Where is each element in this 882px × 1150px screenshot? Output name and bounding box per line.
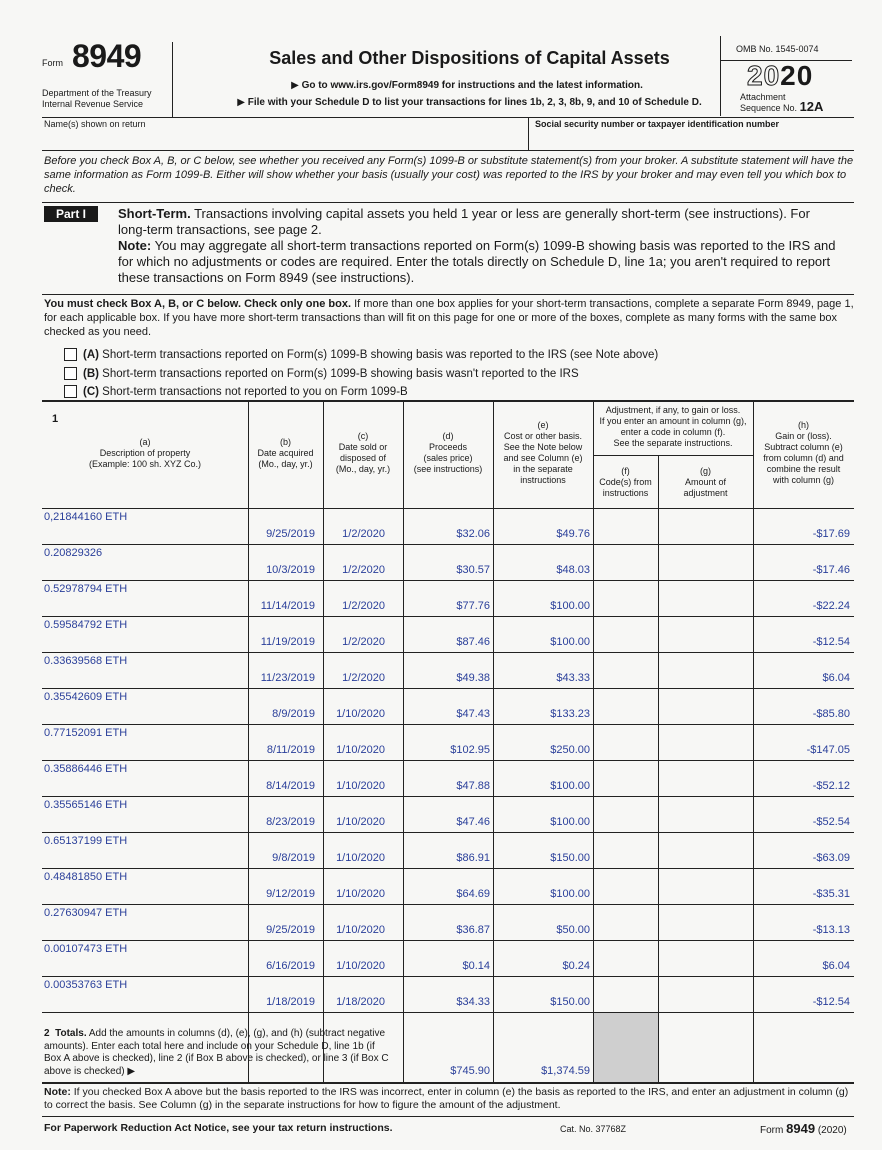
row-proceeds[interactable]: $36.87 [456,924,490,936]
col-g-header: (g) Amount of adjustment [683,466,728,498]
box-a-row[interactable]: (A) Short-term transactions reported on Form(s) 1099-B showing basis was reported to the IRS (see Note above) [64,348,658,361]
row-date-acquired[interactable]: 6/16/2019 [266,960,315,972]
catalog-number: Cat. No. 37768Z [560,1124,627,1134]
row-cost[interactable]: $150.00 [550,852,590,864]
row-cost[interactable]: $48.03 [556,564,590,576]
form-header [42,36,852,116]
row-cost[interactable]: $250.00 [550,744,590,756]
form-number: 8949 [72,38,142,74]
names-label: Name(s) shown on return [44,119,146,129]
ssn-label: Social security number or taxpayer identification number [535,119,780,129]
row-gain-loss[interactable]: -$35.31 [812,888,850,900]
row-proceeds[interactable]: $0.14 [462,960,490,972]
row-gain-loss[interactable]: -$17.69 [812,528,850,540]
row-date-sold[interactable]: 1/2/2020 [342,672,385,684]
row-date-sold[interactable]: 1/2/2020 [342,636,385,648]
row-date-sold[interactable]: 1/2/2020 [342,528,385,540]
row-cost[interactable]: $100.00 [550,816,590,828]
row-proceeds[interactable]: $86.91 [456,852,490,864]
part-label: Part I [44,206,98,222]
row-date-sold[interactable]: 1/2/2020 [342,600,385,612]
row-description[interactable]: 0.35565146 ETH [44,799,128,811]
file-instructions: ▶ File with your Schedule D to list your transactions for lines 1b, 2, 3, 8b, 9, and 10 of Schedule D. [237,97,702,108]
row-date-sold[interactable]: 1/10/2020 [336,960,385,972]
row-gain-loss[interactable]: -$12.54 [812,996,850,1008]
row-date-acquired[interactable]: 9/12/2019 [266,888,315,900]
row-date-acquired[interactable]: 8/11/2019 [266,744,315,756]
adjustment-header: Adjustment, if any, to gain or loss. If you enter an amount in column (g), enter a code in column (f). See the separate instructions. [599,405,747,448]
col-f-header: (f) Code(s) from instructions [599,466,652,498]
row-proceeds[interactable]: $102.95 [450,744,490,756]
row-proceeds[interactable]: $32.06 [456,528,490,540]
row-proceeds[interactable]: $87.46 [456,636,490,648]
tax-year: 2020 [747,60,814,91]
row-cost[interactable]: $100.00 [550,636,590,648]
row-date-acquired[interactable]: 9/25/2019 [266,924,315,936]
row-proceeds[interactable]: $64.69 [456,888,490,900]
row-gain-loss[interactable]: -$63.09 [812,852,850,864]
row-date-sold[interactable]: 1/2/2020 [342,564,385,576]
box-a-checkbox[interactable] [64,348,77,361]
row-date-acquired[interactable]: 1/18/2019 [266,996,315,1008]
row-date-acquired[interactable]: 11/19/2019 [260,636,315,648]
row-description[interactable]: 0,21844160 ETH [44,511,128,523]
row-date-sold[interactable]: 1/10/2020 [336,780,385,792]
row-date-sold[interactable]: 1/10/2020 [336,888,385,900]
form-word: Form [42,58,63,68]
row-date-acquired[interactable]: 8/23/2019 [266,816,315,828]
row-date-sold[interactable]: 1/10/2020 [336,744,385,756]
row-description[interactable]: 0.65137199 ETH [44,835,128,847]
row-gain-loss[interactable]: -$12.54 [812,636,850,648]
row-date-sold[interactable]: 1/10/2020 [336,708,385,720]
row-date-acquired[interactable]: 9/8/2019 [272,852,315,864]
row-date-acquired[interactable]: 11/14/2019 [260,600,315,612]
row-date-acquired[interactable]: 8/9/2019 [272,708,315,720]
row-gain-loss[interactable]: -$85.80 [812,708,850,720]
row-proceeds[interactable]: $47.46 [456,816,490,828]
row-proceeds[interactable]: $47.43 [456,708,490,720]
row-proceeds[interactable]: $30.57 [456,564,490,576]
omb-number: OMB No. 1545-0074 [736,44,819,54]
totals-f-shaded [594,1013,658,1082]
row-cost[interactable]: $50.00 [556,924,590,936]
row-proceeds[interactable]: $49.38 [456,672,490,684]
part-description: Short-Term. Transactions involving capital assets you held 1 year or less are generally short-term (see instructions). For long-term transactions, see page 2. Note: You may aggregate all short-term transactions reported on Form(s) 1099-B showing basis was reported to the IRS and for which no adjustments or codes are required. Enter the totals directly on Schedule D, line 1a; you aren't required to report these transactions on Form 8949 (see instructions). [118,206,836,285]
col-b-header: (b) Date acquired (Mo., day, yr.) [257,437,314,469]
box-b-checkbox[interactable] [64,367,77,380]
row-description[interactable]: 0.59584792 ETH [44,619,128,631]
row-gain-loss[interactable]: -$13.13 [812,924,850,936]
row-description[interactable]: 0.27630947 ETH [44,907,128,919]
row-gain-loss[interactable]: -$22.24 [812,600,850,612]
row-date-acquired[interactable]: 9/25/2019 [266,528,315,540]
form-title: Sales and Other Dispositions of Capital Assets [269,48,670,68]
bottom-note: Note: If you checked Box A above but the basis reported to the IRS was incorrect, enter in column (e) the basis as reported to the IRS, and enter an adjustment in column (g) to correct the basis. See Column (g) in the separate instructions for how to figure the amount of the adjustment. [44,1086,849,1111]
col-h-header: (h) Gain or (loss). Subtract column (e) from column (d) and combine the result with column (g) [763,420,844,485]
row-description[interactable]: 0.52978794 ETH [44,583,128,595]
row-description[interactable]: 0.48481850 ETH [44,871,128,883]
row-cost[interactable]: $100.00 [550,600,590,612]
total-cost[interactable]: $1,374.59 [541,1065,590,1077]
box-c-checkbox[interactable] [64,385,77,398]
col-d-header: (d) Proceeds (sales price) (see instructions) [413,431,483,474]
row-cost[interactable]: $100.00 [550,888,590,900]
row-date-acquired[interactable]: 8/14/2019 [266,780,315,792]
box-c-row[interactable]: (C) Short-term transactions not reported to you on Form 1099-B [64,385,408,398]
header-divider [172,42,173,118]
paperwork-notice: For Paperwork Reduction Act Notice, see your tax return instructions. [44,1122,393,1134]
row-cost[interactable]: $150.00 [550,996,590,1008]
row-cost[interactable]: $100.00 [550,780,590,792]
row-description[interactable]: 0.35542609 ETH [44,691,128,703]
row-date-sold[interactable]: 1/10/2020 [336,816,385,828]
must-check-instructions: You must check Box A, B, or C below. Check only one box. If more than one box applies for your short-term transactions, complete a separate Form 8949, page 1, for each applicable box. If you have more short-term transactions than will fit on this page for one or more of the boxes, complete as many forms with the same box checked as you need. [44,298,854,338]
row-cost[interactable]: $133.23 [550,708,590,720]
row-description[interactable]: 0.77152091 ETH [44,727,128,739]
header-divider [720,36,721,116]
box-b-row[interactable]: (B) Short-term transactions reported on Form(s) 1099-B showing basis wasn't reported to the IRS [64,367,579,380]
row-cost[interactable]: $49.76 [556,528,590,540]
row-description[interactable]: 0.00107473 ETH [44,943,128,955]
row-gain-loss[interactable]: -$147.05 [806,744,850,756]
row-description[interactable]: 0.35886446 ETH [44,763,128,775]
department-label: Department of the Treasury Internal Revenue Service [42,88,152,109]
row-gain-loss[interactable]: -$17.46 [812,564,850,576]
col-c-header: (c) Date sold or disposed of (Mo., day, yr.) [335,431,391,474]
row-cost[interactable]: $0.24 [562,960,590,972]
row-gain-loss[interactable]: -$52.12 [812,780,850,792]
col-a-header: (a) Description of property (Example: 100 sh. XYZ Co.) [88,437,202,469]
row-gain-loss[interactable]: $6.04 [822,672,850,684]
row-gain-loss[interactable]: -$52.54 [812,816,850,828]
attachment-sequence: Attachment Sequence No. 12A [740,92,824,114]
total-proceeds[interactable]: $745.90 [450,1065,490,1077]
row-cost[interactable]: $43.33 [556,672,590,684]
row-date-acquired[interactable]: 10/3/2019 [266,564,315,576]
totals-label: 2 Totals. Add the amounts in columns (d), (e), (g), and (h) (subtract negative amounts). Enter each total here and include on your Schedule D, line 1b (if Box A above is checked), line 2 (if Box B above is checked), or line 3 (if Box C above is checked) ▶ [44,1028,389,1077]
row-proceeds[interactable]: $47.88 [456,780,490,792]
col-e-header: (e) Cost or other basis. See the Note below and see Column (e) in the separate instructions [503,420,583,485]
line-1-label: 1 [52,413,59,425]
row-proceeds[interactable]: $34.33 [456,996,490,1008]
row-description[interactable]: 0.00353763 ETH [44,979,128,991]
before-instructions: Before you check Box A, B, or C below, see whether you received any Form(s) 1099-B or substitute statement(s) from your broker. A substitute statement will have the same information as Form 1099-B. Either will show whether your basis (usually your cost) was reported to the IRS by your broker and may even tell you which box to check. [44,155,854,195]
row-proceeds[interactable]: $77.76 [456,600,490,612]
row-description[interactable]: 0.33639568 ETH [44,655,128,667]
footer-form-id: Form 8949 (2020) [760,1121,847,1136]
row-date-sold[interactable]: 1/10/2020 [336,924,385,936]
row-date-acquired[interactable]: 11/23/2019 [260,672,315,684]
row-description[interactable]: 0.20829326 [44,547,103,559]
goto-instructions: ▶ Go to www.irs.gov/Form8949 for instructions and the latest information. [291,80,643,91]
row-gain-loss[interactable]: $6.04 [822,960,850,972]
row-date-sold[interactable]: 1/18/2020 [336,996,385,1008]
row-date-sold[interactable]: 1/10/2020 [336,852,385,864]
